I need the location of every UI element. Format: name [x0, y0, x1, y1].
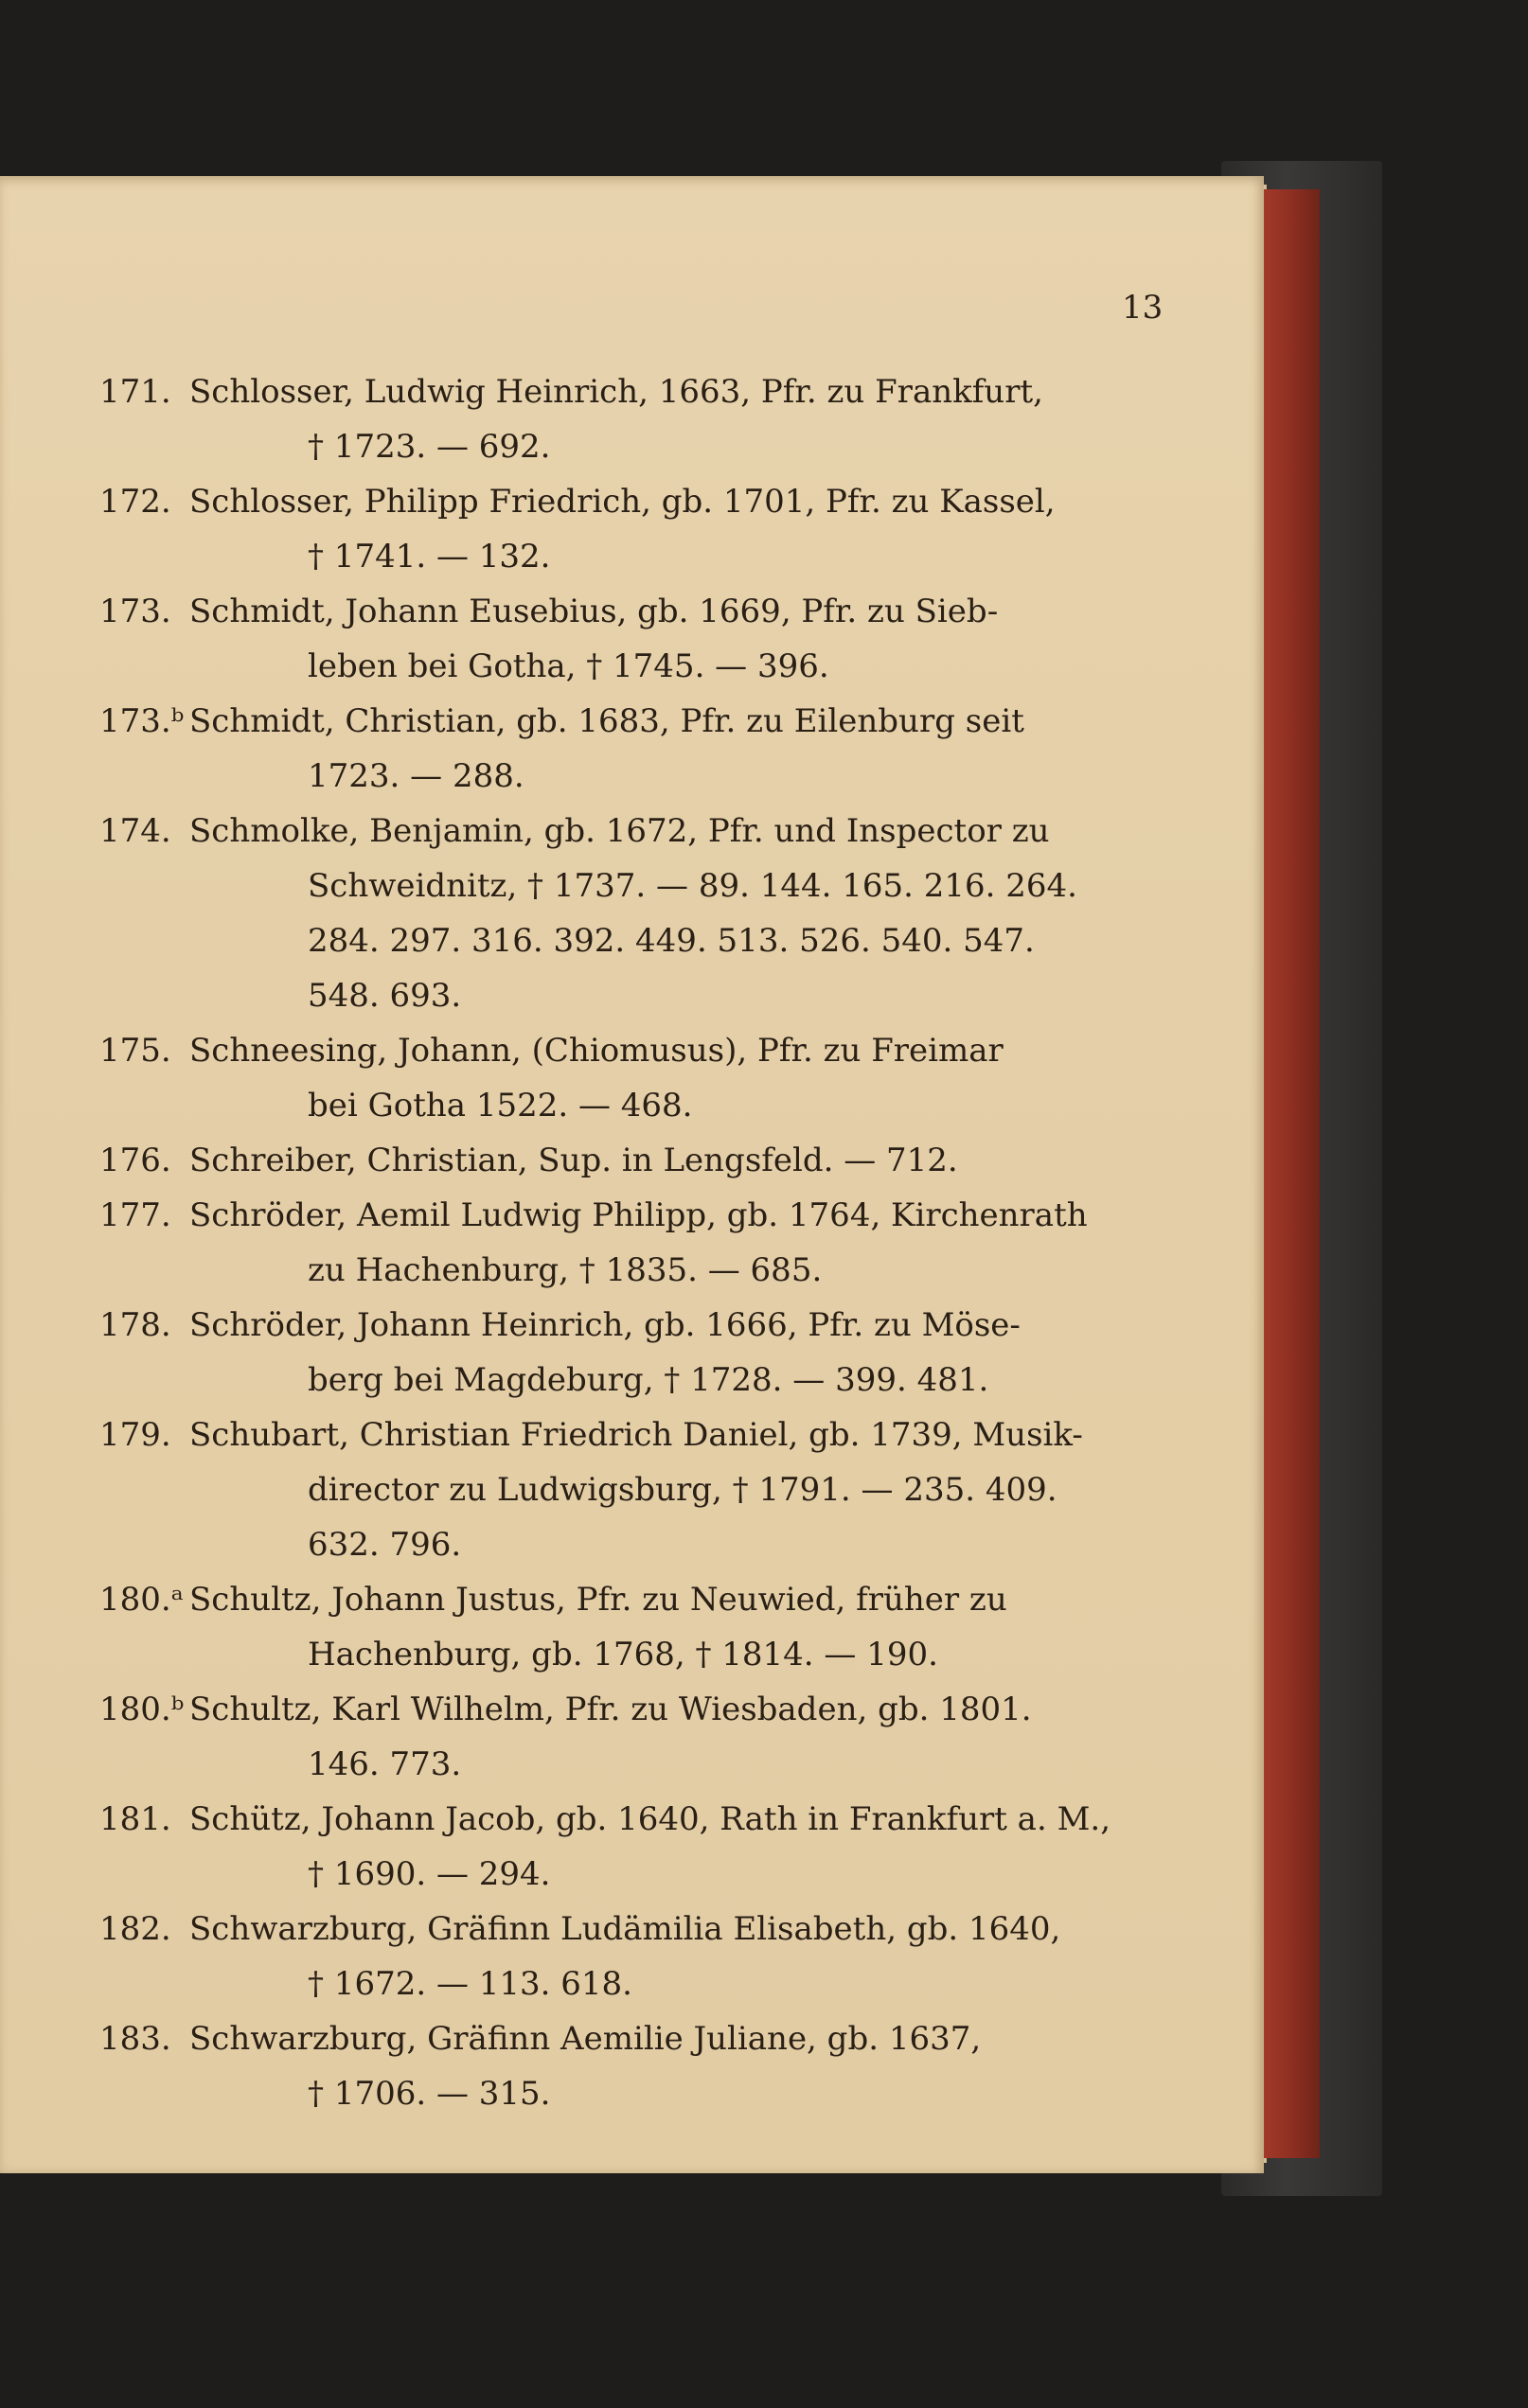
- entry-continuation-line: 632. 796.: [308, 1526, 462, 1564]
- entry-number: 176.: [99, 1142, 171, 1179]
- entry-number: 182.: [99, 1910, 171, 1948]
- entry-text: Schmolke, Benjamin, gb. 1672, Pfr. und Inspector zu: [189, 812, 1050, 850]
- entry-first-line: [99, 1188, 1179, 1243]
- entry-continuation-line: † 1723. — 692.: [308, 428, 551, 466]
- entry-continuation-line: 548. 693.: [308, 977, 462, 1015]
- entry-first-line: [99, 2011, 1179, 2066]
- index-entry: [99, 1682, 1179, 1792]
- entry-text: Schwarzburg, Gräfinn Ludämilia Elisabeth, gb. 1640,: [189, 1910, 1061, 1948]
- index-entry: [99, 1902, 1179, 2011]
- entry-text: Schreiber, Christian, Sup. in Lengsfeld. — 712.: [189, 1142, 958, 1179]
- index-entry: [99, 2011, 1179, 2121]
- entry-number: 180.ᵇ: [99, 1691, 185, 1728]
- entry-first-line: [99, 1298, 1179, 1353]
- entry-continuation-line: 146. 773.: [308, 1745, 462, 1783]
- entry-continuation-line: berg bei Magdeburg, † 1728. — 399. 481.: [308, 1361, 989, 1399]
- entry-first-line: [99, 1408, 1179, 1462]
- entry-continuation-line: Hachenburg, gb. 1768, † 1814. — 190.: [308, 1636, 938, 1673]
- index-entry: [99, 364, 1179, 474]
- page-number: 13: [1122, 289, 1164, 327]
- entry-text: Schultz, Karl Wilhelm, Pfr. zu Wiesbaden, gb. 1801.: [189, 1691, 1032, 1728]
- entry-continuation-line: director zu Ludwigsburg, † 1791. — 235. 409.: [308, 1471, 1057, 1509]
- index-entry: [99, 1023, 1179, 1133]
- entry-number: 173.: [99, 593, 171, 630]
- entry-first-line: [99, 1133, 1179, 1188]
- entry-first-line: [99, 1902, 1179, 1956]
- index-entry: [99, 1298, 1179, 1408]
- entry-text: Schmidt, Johann Eusebius, gb. 1669, Pfr. zu Sieb-: [189, 593, 999, 630]
- index-entry: [99, 1188, 1179, 1298]
- entry-continuation-line: † 1672. — 113. 618.: [308, 1965, 632, 2003]
- entry-continuation-line: † 1741. — 132.: [308, 538, 551, 575]
- entry-continuation-line: zu Hachenburg, † 1835. — 685.: [308, 1251, 823, 1289]
- entry-continuation-line: Schweidnitz, † 1737. — 89. 144. 165. 216. 264.: [308, 867, 1077, 905]
- entry-continuation-line: 284. 297. 316. 392. 449. 513. 526. 540. 547.: [308, 922, 1035, 960]
- entry-first-line: [99, 1572, 1179, 1627]
- entry-first-line: [99, 1682, 1179, 1737]
- entry-continuation-line: bei Gotha 1522. — 468.: [308, 1087, 693, 1124]
- index-entry: [99, 474, 1179, 584]
- entry-continuation-line: leben bei Gotha, † 1745. — 396.: [308, 647, 829, 685]
- entry-first-line: [99, 1023, 1179, 1078]
- index-entry: [99, 694, 1179, 804]
- index-entry: [99, 804, 1179, 1023]
- entry-continuation-line: 1723. — 288.: [308, 757, 524, 795]
- entry-first-line: [99, 364, 1179, 419]
- entry-number: 171.: [99, 373, 171, 411]
- entry-first-line: [99, 1792, 1179, 1847]
- index-entries: [99, 364, 1179, 2121]
- index-entry: [99, 584, 1179, 694]
- entry-number: 179.: [99, 1416, 171, 1454]
- entry-text: Schmidt, Christian, gb. 1683, Pfr. zu Eilenburg seit: [189, 702, 1024, 740]
- index-entry: [99, 1572, 1179, 1682]
- entry-text: Schütz, Johann Jacob, gb. 1640, Rath in Frankfurt a. M.,: [189, 1800, 1111, 1838]
- book-spine-edge: [1263, 189, 1320, 2158]
- entry-number: 172.: [99, 483, 171, 521]
- entry-text: Schröder, Johann Heinrich, gb. 1666, Pfr. zu Möse-: [189, 1306, 1021, 1344]
- entry-text: Schlosser, Philipp Friedrich, gb. 1701, Pfr. zu Kassel,: [189, 483, 1056, 521]
- entry-number: 181.: [99, 1800, 171, 1838]
- entry-text: Schröder, Aemil Ludwig Philipp, gb. 1764, Kirchenrath: [189, 1196, 1088, 1234]
- entry-continuation-line: † 1706. — 315.: [308, 2075, 551, 2113]
- entry-number: 178.: [99, 1306, 171, 1344]
- entry-first-line: [99, 804, 1179, 859]
- entry-text: Schwarzburg, Gräfinn Aemilie Juliane, gb. 1637,: [189, 2020, 982, 2058]
- entry-text: Schubart, Christian Friedrich Daniel, gb. 1739, Musik-: [189, 1416, 1083, 1454]
- entry-first-line: [99, 584, 1179, 639]
- entry-first-line: [99, 474, 1179, 529]
- entry-first-line: [99, 694, 1179, 749]
- index-entry: [99, 1408, 1179, 1572]
- entry-text: Schneesing, Johann, (Chiomusus), Pfr. zu Freimar: [189, 1032, 1004, 1070]
- index-entry: [99, 1792, 1179, 1902]
- entry-text: Schultz, Johann Justus, Pfr. zu Neuwied, früher zu: [189, 1581, 1007, 1619]
- entry-number: 175.: [99, 1032, 171, 1070]
- entry-number: 177.: [99, 1196, 171, 1234]
- index-entry: [99, 1133, 1179, 1188]
- entry-text: Schlosser, Ludwig Heinrich, 1663, Pfr. zu Frankfurt,: [189, 373, 1043, 411]
- entry-continuation-line: † 1690. — 294.: [308, 1855, 551, 1893]
- entry-number: 173.ᵇ: [99, 702, 185, 740]
- entry-number: 174.: [99, 812, 171, 850]
- entry-number: 183.: [99, 2020, 171, 2058]
- entry-number: 180.ᵃ: [99, 1581, 184, 1619]
